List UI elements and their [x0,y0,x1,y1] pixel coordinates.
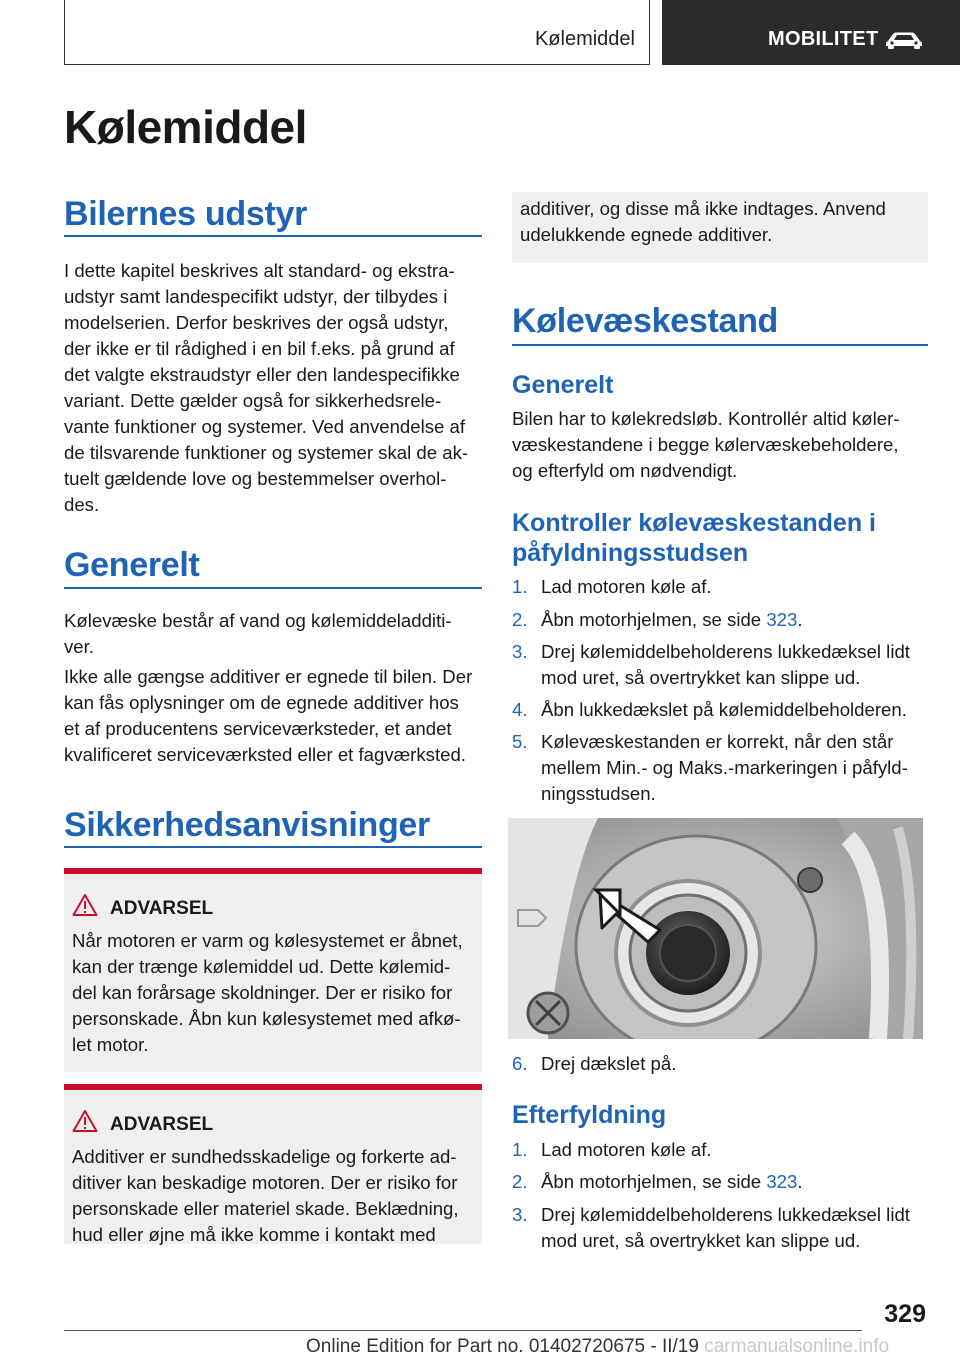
coolant-cap-illustration [508,818,923,1039]
section-rule [64,587,482,589]
warning-heading: ADVARSEL [110,1114,214,1135]
header-chapter-tab [662,0,960,65]
page-number: 329 [884,1300,926,1328]
footer [306,1336,889,1358]
warning-box-2 [64,1084,482,1244]
warning-text: Når motoren er varm og kølesystemet er åbnet, kan der trænge kølemiddel ud. Dette kølemid- del kan forårsage skoldninger. Der er risiko for personskade. Åbn kun kølesystemet med afkø- let motor. [72,930,463,1055]
warning-box-continued [512,192,928,263]
coolant-reservoir-photo [508,818,923,1039]
subsection-title-check: Kontroller kølevæskestanden i påfyldningsstudsen [512,509,877,567]
section-rule [64,235,482,237]
coolant-general-paragraph: Bilen har to kølekredsløb. Kontrollér altid køler- væskestandene i begge kølervæskebeholdere, og efterfyld om nødvendigt. [512,408,900,481]
section-title-coolant-level: Kølevæskestand [512,302,779,340]
section-rule [64,846,482,848]
subsection-title-general: Generelt [512,371,614,399]
section-title-equipment: Bilernes udstyr [64,195,308,233]
subsection-title-refill: Efterfyldning [512,1101,667,1129]
warning-text: Additiver er sundhedsskadelige og forkerte ad- ditiver kan beskadige motoren. Der er risiko for personskade eller materiel skade. Beklædning, hud eller øjne må ikke komme i kontakt med [72,1146,459,1245]
warning-text: additiver, og disse må ikke indtages. Anvend udelukkende egnede additiver. [520,198,886,245]
warning-triangle-icon [72,1109,98,1133]
car-icon [884,30,924,50]
warning-triangle-icon [72,893,98,917]
header-chapter-label: MOBILITET [768,28,879,50]
general-paragraph-1: Kølevæske består af vand og kølemiddeladditi- ver. [64,610,452,657]
header-section-box [64,0,650,65]
page-link-323[interactable]: 323 [766,1171,798,1192]
header-section-title: Kølemiddel [534,28,635,50]
footer-rule [64,1330,862,1331]
section-title-safety: Sikkerhedsanvisninger [64,806,430,844]
page-link-323[interactable]: 323 [766,609,798,630]
footer-watermark: carmanualsonline.info [704,1336,890,1357]
equipment-paragraph: I dette kapitel beskrives alt standard- og ekstra- udstyr samt landespecifikt udstyr, der tilbydes i modelserien. Derfor beskrives der også udstyr, der ikke er til rådighed i en bil f.eks. på grund af det valgte ekstraudstyr eller den landespecifikke variant. Dette gælder også for sikkerhedsrele- vante funktioner og systemer. Ved anvendelse af de tilsvarende funktioner og systemer skal de ak- tuelt gældende love og bestemmelser overhol- des. [64,260,469,515]
section-title-general: Generelt [64,546,200,584]
footer-edition-text: Online Edition for Part no. 01402720675 - II/19 [306,1336,699,1357]
section-rule [512,344,928,346]
page-title: Kølemiddel [64,101,307,153]
general-paragraph-2: Ikke alle gængse additiver er egnede til bilen. Der kan fås oplysninger om de egnede additiver hos et af producentens serviceværksteder, et andet kvalificeret serviceværksted eller et fagværksted. [64,666,473,765]
warning-heading: ADVARSEL [110,898,214,919]
warning-box-1 [64,868,482,1072]
